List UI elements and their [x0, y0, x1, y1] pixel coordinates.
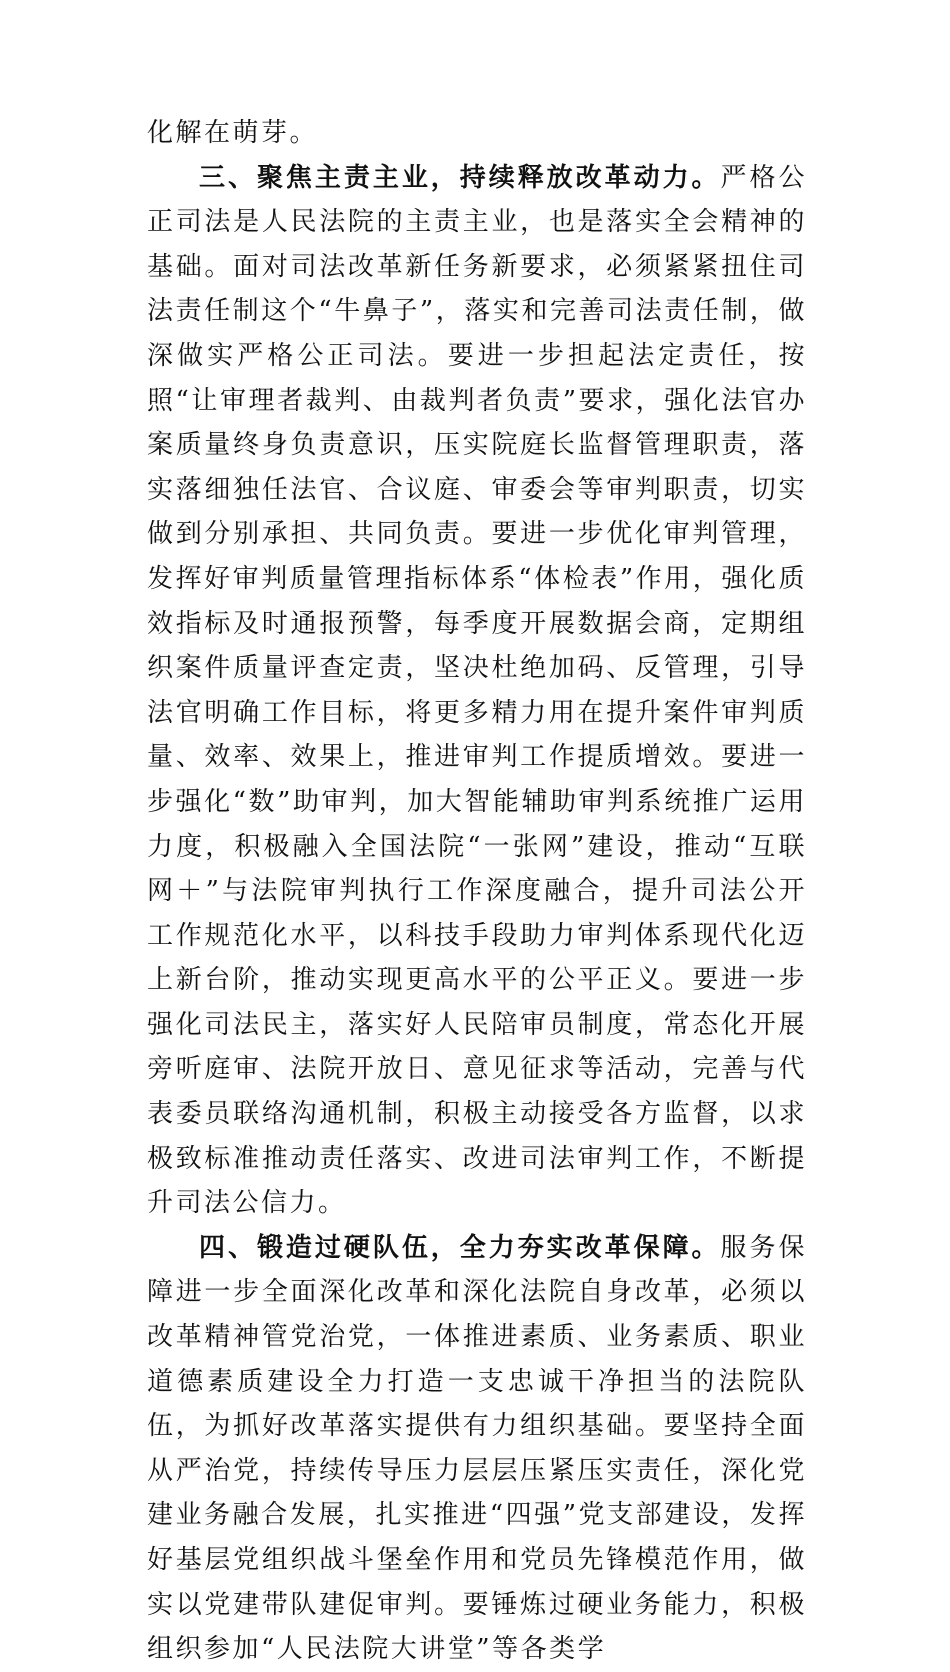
- paragraph-continuation: [147, 111, 807, 156]
- section-three-paragraph: [147, 156, 807, 1226]
- section-three-heading: 三、聚焦主责主业，持续释放改革动力。: [199, 162, 721, 193]
- document-page: [147, 111, 807, 1672]
- section-three-text: 严格公正司法是人民法院的主责主业，也是落实全会精神的基础。面对司法改革新任务新要求，必须紧紧扭住司法责任制这个“牛鼻子”，落实和完善司法责任制，做深做实严格公正司法。要进一步担起法定责任，按照“让审理者裁判、由裁判者负责”要求，强化法官办案质量终身负责意识，压实院庭长监督管理职责，落实落细独任法官、合议庭、审委会等审判职责，切实做到分别承担、共同负责。要进一步优化审判管理，发挥好审判质量管理指标体系“体检表”作用，强化质效指标及时通报预警，每季度开展数据会商，定期组织案件质量评查定责，坚决杜绝加码、反管理，引导法官明确工作目标，将更多精力用在提升案件审判质量、效率、效果上，推进审判工作提质增效。要进一步强化“数”助审判，加大智能辅助审判系统推广运用力度，积极融入全国法院“一张网”建设，推动“互联网＋”与法院审判执行工作深度融合，提升司法公开工作规范化水平，以科技手段助力审判体系现代化迈上新台阶，推动实现更高水平的公平正义。要进一步强化司法民主，落实好人民陪审员制度，常态化开展旁听庭审、法院开放日、意见征求等活动，完善与代表委员联络沟通机制，积极主动接受各方监督，以求极致标准推动责任落实、改进司法审判工作，不断提升司法公信力。: [147, 162, 807, 1219]
- paragraph-text: 化解在萌芽。: [147, 118, 319, 148]
- section-four-paragraph: [147, 1226, 807, 1672]
- section-four-text: 服务保障进一步全面深化改革和深化法院自身改革，必须以改革精神管党治党，一体推进素质、业务素质、职业道德素质建设全力打造一支忠诚干净担当的法院队伍，为抓好改革落实提供有力组织基础。要坚持全面从严治党，持续传导压力层层压紧压实责任，深化党建业务融合发展，扎实推进“四强”党支部建设，发挥好基层党组织战斗堡垒作用和党员先锋模范作用，做实以党建带队建促审判。要锤炼过硬业务能力，积极组织参加“人民法院大讲堂”等各类学: [147, 1232, 807, 1665]
- section-four-heading: 四、锻造过硬队伍，全力夯实改革保障。: [199, 1232, 721, 1263]
